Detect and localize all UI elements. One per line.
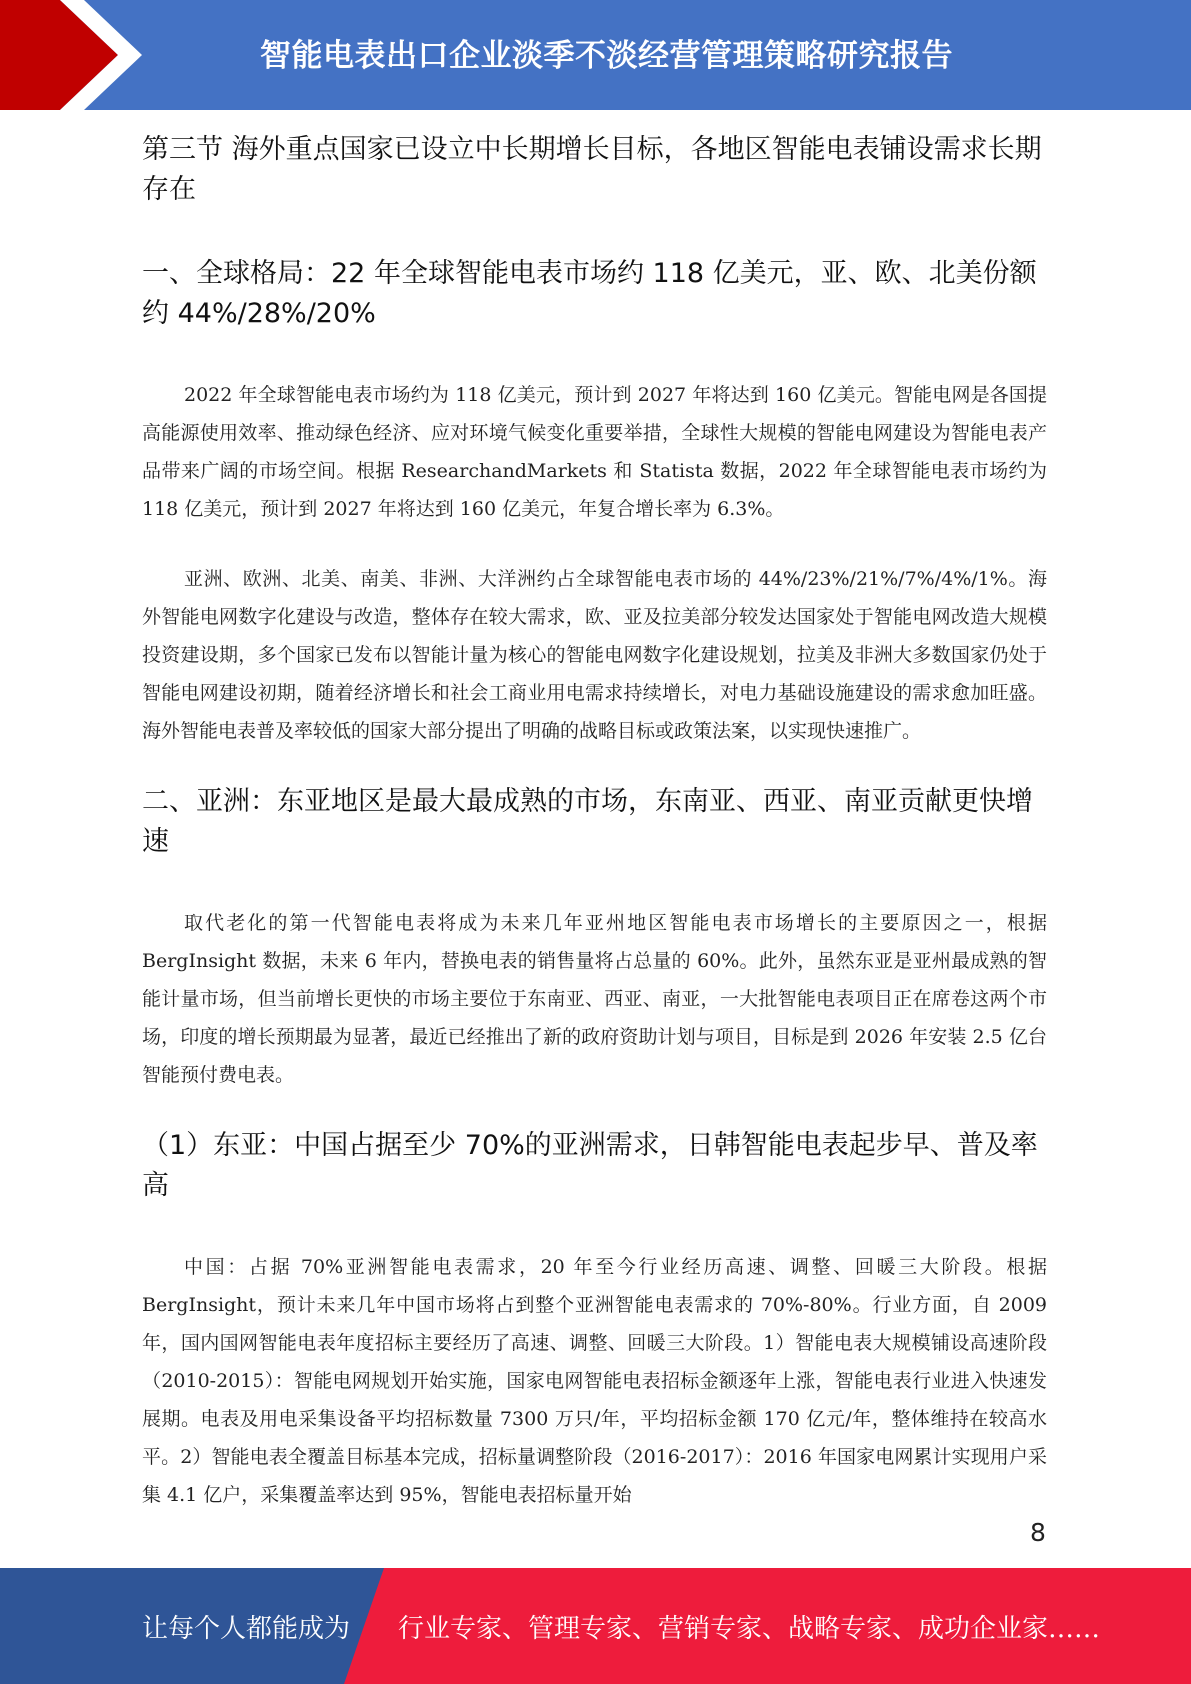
section-title: 第三节 海外重点国家已设立中长期增长目标，各地区智能电表铺设需求长期存在 xyxy=(142,134,1042,205)
paragraph-global-market: 2022 年全球智能电表市场约为 118 亿美元，预计到 2027 年将达到 160 亿美元。智能电网是各国提高能源使用效率、推动绿色经济、应对环境气候变化重要举措，全球性大规模的智能电网建设为智能电表产品带来广阔的市场空间。根据 ResearchandMarkets 和 Statista 数据，2022 年全球智能电表市场约为 118 亿美元，预计到 2027 年将达到 160 亿美元，年复合增长率为 6.3%。 xyxy=(142,384,1047,520)
footer-band xyxy=(0,1568,1191,1684)
footer-slogan-left: 让每个人都能成为 xyxy=(142,1614,351,1644)
heading-asia: 二、亚洲：东亚地区是最大最成熟的市场，东南亚、西亚、南亚贡献更快增速 xyxy=(142,786,1033,857)
document-body xyxy=(142,130,1047,1546)
heading-global: 一、全球格局：22 年全球智能电表市场约 118 亿美元，亚、欧、北美份额约 44%/28%/20% xyxy=(142,258,1037,329)
paragraph-china: 中国：占据 70%亚洲智能电表需求，20 年至今行业经历高速、调整、回暖三大阶段。根据 BergInsight，预计未来几年中国市场将占到整个亚洲智能电表需求的 70%-80%。行业方面，自 2009 年，国内国网智能电表年度招标主要经历了高速、调整、回暖三大阶段。1）智能电表大规模铺设高速阶段（2010-2015）：智能电网规划开始实施，国家电网智能电表招标金额逐年上涨，智能电表行业进入快速发展期。电表及用电采集设备平均招标数量 7300 万只/年，平均招标金额 170 亿元/年，整体维持在较高水平。2）智能电表全覆盖目标基本完成，招标量调整阶段（2016-2017）：2016 年国家电网累计实现用户采集 4.1 亿户，采集覆盖率达到 95%，智能电表招标量开始 xyxy=(142,1256,1047,1506)
heading-east-asia: （1）东亚：中国占据至少 70%的亚洲需求，日韩智能电表起步早、普及率高 xyxy=(142,1130,1038,1201)
footer-slogan-right: 行业专家、管理专家、营销专家、战略专家、成功企业家…… xyxy=(398,1614,1101,1644)
paragraph-asia: 取代老化的第一代智能电表将成为未来几年亚州地区智能电表市场增长的主要原因之一，根据 BergInsight 数据，未来 6 年内，替换电表的销售量将占总量的 60%。此外，虽然东亚是亚州最成熟的智能计量市场，但当前增长更快的市场主要位于东南亚、西亚、南亚，一大批智能电表项目正在席卷这两个市场，印度的增长预期最为显著，最近已经推出了新的政府资助计划与项目，目标是到 2026 年安装 2.5 亿台智能预付费电表。 xyxy=(142,912,1047,1086)
header-band xyxy=(0,0,1191,110)
page-number: 8 xyxy=(1030,1518,1046,1547)
report-title: 智能电表出口企业淡季不淡经营管理策略研究报告 xyxy=(260,38,953,74)
paragraph-regional-share: 亚洲、欧洲、北美、南美、非洲、大洋洲约占全球智能电表市场的 44%/23%/21%/7%/4%/1%。海外智能电网数字化建设与改造，整体存在较大需求，欧、亚及拉美部分较发达国家处于智能电网改造大规模投资建设期，多个国家已发布以智能计量为核心的智能电网数字化建设规划，拉美及非洲大多数国家仍处于智能电网建设初期，随着经济增长和社会工商业用电需求持续增长，对电力基础设施建设的需求愈加旺盛。海外智能电表普及率较低的国家大部分提出了明确的战略目标或政策法案，以实现快速推广。 xyxy=(142,568,1047,742)
